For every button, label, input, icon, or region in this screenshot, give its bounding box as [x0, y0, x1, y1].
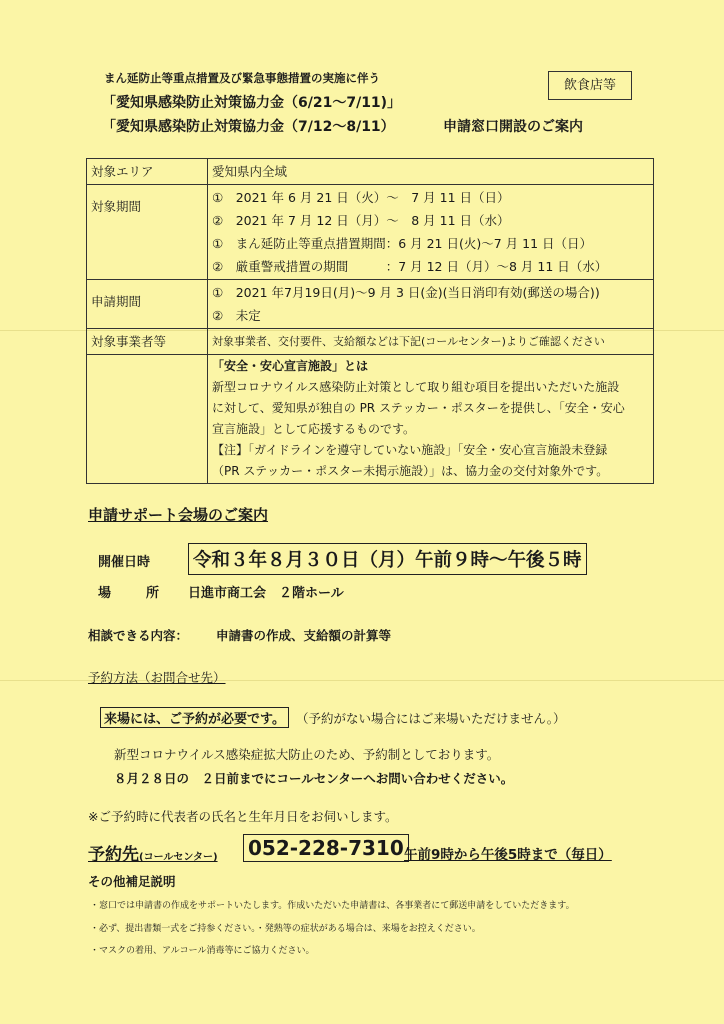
- note-heading: 「安全・安心宣言施設」とは: [212, 359, 369, 373]
- supplement-heading: その他補足説明: [88, 874, 176, 889]
- contact-sub: (コールセンター): [139, 852, 218, 863]
- required-note: （予約がない場合にはご来場いただけません。）: [296, 711, 566, 726]
- note-line: （PR ステッカー・ポスター未掲示施設）」は、協力金の交付対象外です。: [212, 464, 609, 478]
- supplement-item: ・マスクの着用、アルコール消毒等にご協力ください。: [90, 946, 315, 956]
- consult-label: 相談できる内容：: [88, 628, 189, 643]
- date-label: 開催日時: [98, 555, 151, 570]
- date-value: 令和３年８月３０日（月）午前９時～午後５時: [188, 543, 587, 575]
- business-label: 対象事業者等: [87, 329, 208, 355]
- contact-row: [88, 840, 218, 870]
- apply-row: ② 未定: [212, 308, 261, 323]
- place-label-1: 場: [98, 586, 112, 601]
- contact-hours: 午前9時から午後5時まで（毎日）: [404, 847, 612, 863]
- table-row: [87, 329, 654, 355]
- note-cell: [208, 355, 654, 484]
- note-line: 新型コロナウイルス感染防止対策として取り組む項目を提出いただいた施設: [212, 380, 620, 394]
- table-row: [87, 280, 654, 329]
- reservation-line-3: ※ご予約時に代表者の氏名と生年月日をお伺いします。: [88, 809, 398, 824]
- info-table: [86, 158, 654, 484]
- required-box: 来場には、ご予約が必要です。: [100, 707, 289, 728]
- table-row: [87, 159, 654, 185]
- note-line: 【注】「ガイドラインを遵守していない施設」「安全・安心宣言施設未登録: [212, 443, 608, 457]
- apply-cell: [208, 280, 654, 329]
- header-title-1: 「愛知県感染防止対策協力金（6/21～7/11)」: [102, 95, 402, 111]
- reservation-line-1: 新型コロナウイルス感染症拡大防止のため、予約制としております。: [114, 747, 500, 762]
- phone-number: 052-228-7310: [243, 834, 409, 862]
- period-row: ② 厳重警戒措置の期間 ：7 月 12 日（月）～8 月 11 日（水）: [212, 259, 608, 274]
- consult-value: 申請書の作成、支給額の計算等: [216, 628, 392, 643]
- place-value: 日進市商工会 ２階ホール: [188, 586, 344, 601]
- header-subtitle: まん延防止等重点措置及び緊急事態措置の実施に伴う: [104, 71, 380, 85]
- contact-label: 予約先: [88, 845, 139, 865]
- table-row: [87, 355, 654, 484]
- apply-row: ① 2021 年7月19日(月)～9 月 3 日(金)(当日消印有効(郵送の場合)): [212, 285, 600, 300]
- period-row: ① 2021 年 6 月 21 日（火）～ 7 月 11 日（日）: [212, 190, 510, 205]
- place-label-2: 所: [146, 586, 160, 601]
- supplement-item: ・必ず、提出書類一式をご持参ください。・発熱等の症状がある場合は、来場をお控えください。: [90, 924, 481, 934]
- period-row: ② 2021 年 7 月 12 日（月）～ 8 月 11 日（水）: [212, 213, 510, 228]
- support-heading: 申請サポート会場のご案内: [88, 506, 269, 524]
- header-title-suffix: 申請窓口開設のご案内: [443, 119, 583, 135]
- area-label: 対象エリア: [87, 159, 208, 185]
- business-value: 対象事業者、交付要件、支給額などは下記(コールセンター)よりご確認ください: [208, 329, 654, 355]
- method-heading: 予約方法（お問合せ先）: [88, 670, 226, 685]
- note-line: に対して、愛知県が独自の PR ステッカー・ポスターを提供し、「安全・安心: [212, 401, 625, 415]
- period-label: 対象期間: [87, 185, 208, 280]
- apply-label: 申請期間: [87, 280, 208, 329]
- table-row: [87, 185, 654, 280]
- header-title-2: 「愛知県感染防止対策協力金（7/12～8/11）: [102, 119, 395, 135]
- period-cell: [208, 185, 654, 280]
- area-value: 愛知県内全域: [208, 159, 654, 185]
- category-badge: 飲食店等: [548, 71, 632, 100]
- note-label-empty: [87, 355, 208, 484]
- reservation-line-2: ８月２８日の ２日前までにコールセンターへお問い合わせください。: [114, 771, 514, 786]
- supplement-item: ・窓口では申請書の作成をサポートいたします。作成いただいた申請書は、各事業者にて郵送申請をしていただきます。: [90, 901, 575, 911]
- note-line: 宣言施設」として応援するものです。: [212, 422, 416, 436]
- period-row: ① まん延防止等重点措置期間：6 月 21 日(火)～7 月 11 日（日）: [212, 236, 593, 251]
